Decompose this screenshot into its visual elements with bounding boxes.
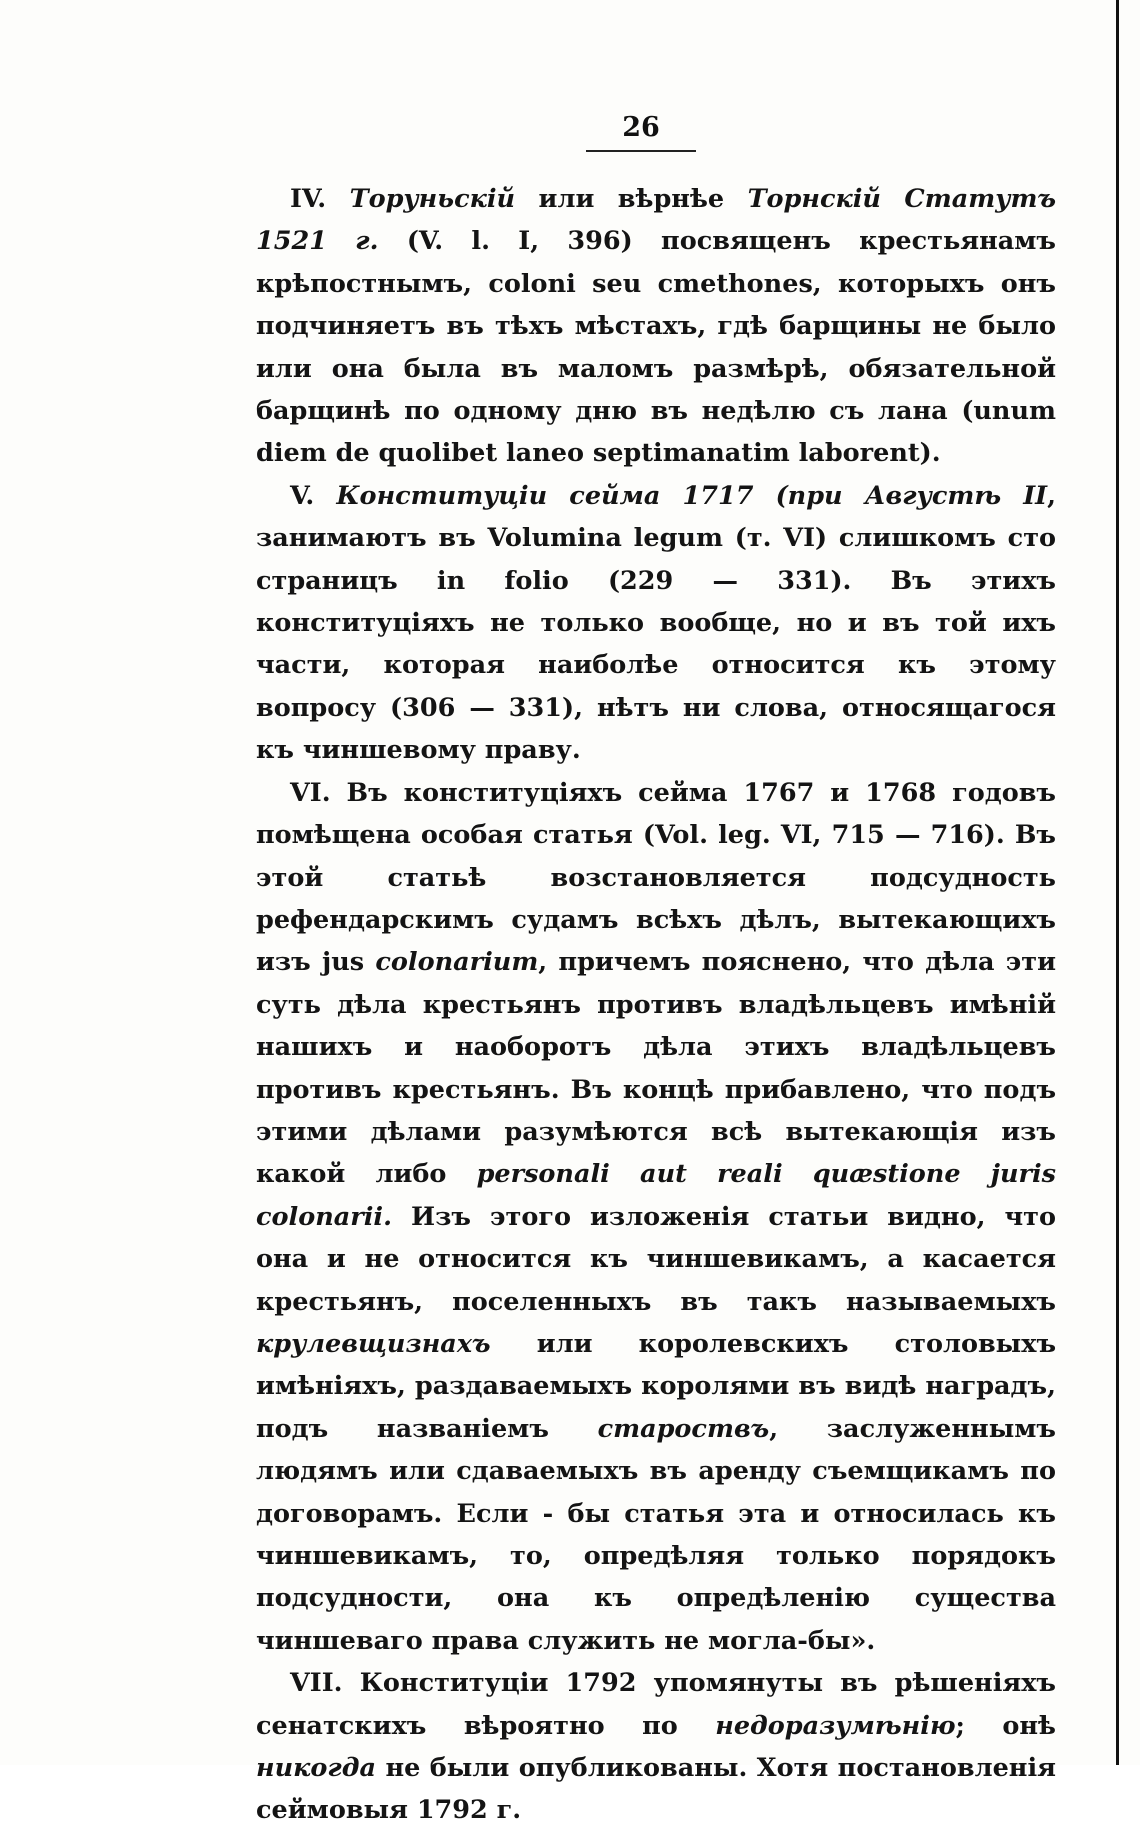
italic-segment: недоразумѣнію: [715, 1710, 956, 1741]
paragraph-iv: [256, 178, 1056, 475]
text-segment: V.: [290, 480, 337, 511]
text-segment: VII. Конституціи 1792 упомянуты въ рѣшеніяхъ сенатскихъ вѣроятно по: [256, 1668, 1056, 1741]
text-segment: , занимаютъ въ Volumina legum (т. VI) слишкомъ сто страницъ in folio (229 — 331). Въ этихъ конституціяхъ не только вообще, но и въ той ихъ части, которая наиболѣе относится къ этому вопросу (306 — 331), нѣтъ ни слова, относящагося къ чиншевому праву.: [256, 480, 1056, 766]
text-segment: , причемъ пояснено, что дѣла эти суть дѣла крестьянъ противъ владѣльцевъ имѣній нашихъ и наоборотъ дѣла этихъ владѣльцевъ противъ крестьянъ. Въ концѣ прибавлено, что подъ этими дѣлами разумѣются всѣ вытекающія изъ какой либо: [256, 947, 1056, 1190]
text-segment: , заслуженнымъ людямъ или сдаваемыхъ въ аренду съемщикамъ по договорамъ. Если - бы статья эта и относилась къ чиншевикамъ, то, опредѣляя только порядокъ подсудности, она къ опредѣленію существа чиншеваго права служить не могла-бы».: [256, 1413, 1056, 1656]
text-segment: или вѣрнѣе: [515, 184, 748, 214]
italic-segment: personali aut reali quæstione juris colonarii.: [256, 1159, 1056, 1232]
text-segment: не были опубликованы. Хотя постановленія сеймовыя 1792 г.: [256, 1753, 1056, 1826]
italic-segment: староствъ: [597, 1413, 770, 1444]
paragraph-vi: [256, 772, 1056, 1663]
paragraph-v: [256, 475, 1056, 772]
italic-segment: Торнскій Статутъ 1521 г.: [256, 184, 1056, 257]
italic-segment: Торуньскій: [349, 184, 516, 214]
italic-segment: Конституціи сейма 1717 (при Августѣ II: [336, 480, 1048, 511]
text-segment: ; онѣ: [955, 1710, 1056, 1741]
page-number: 26: [622, 112, 660, 143]
page-edge-line: [1116, 0, 1119, 1765]
italic-segment: colonarium: [375, 947, 539, 978]
italic-segment: никогда: [256, 1753, 376, 1784]
text-segment: VI. Въ конституціяхъ сейма 1767 и 1768 годовъ помѣщена особая статья (Vol. leg. VI, 715 — 716). Въ этой статьѣ возстановляется подсудность рефендарскимъ судамъ всѣхъ дѣлъ, вытекающихъ изъ jus: [256, 777, 1056, 978]
text-segment: Изъ этого изложенія статьи видно, что она и не относится къ чиншевикамъ, а касается крестьянъ, поселенныхъ въ такъ называемыхъ: [256, 1201, 1056, 1317]
text-segment: (V. l. I, 396) посвященъ крестьянамъ крѣпостнымъ, coloni seu cmethones, которыхъ онъ подчиняетъ въ тѣхъ мѣстахъ, гдѣ барщины не было или она была въ маломъ размѣрѣ, обязательной барщинѣ по одному дню въ недѣлю съ лана (unum diem de quolibet laneo septimanatim laborent).: [256, 226, 1056, 469]
paragraph-vii: [256, 1662, 1056, 1832]
text-segment: IV.: [290, 184, 350, 214]
page-number-rule: [586, 150, 696, 152]
italic-segment: крулевщизнахъ: [256, 1328, 491, 1359]
body-text: [256, 178, 1056, 1832]
text-segment: или королевскихъ столовыхъ имѣніяхъ, раздаваемыхъ королями въ видѣ наградъ, подъ названіемъ: [256, 1328, 1056, 1444]
